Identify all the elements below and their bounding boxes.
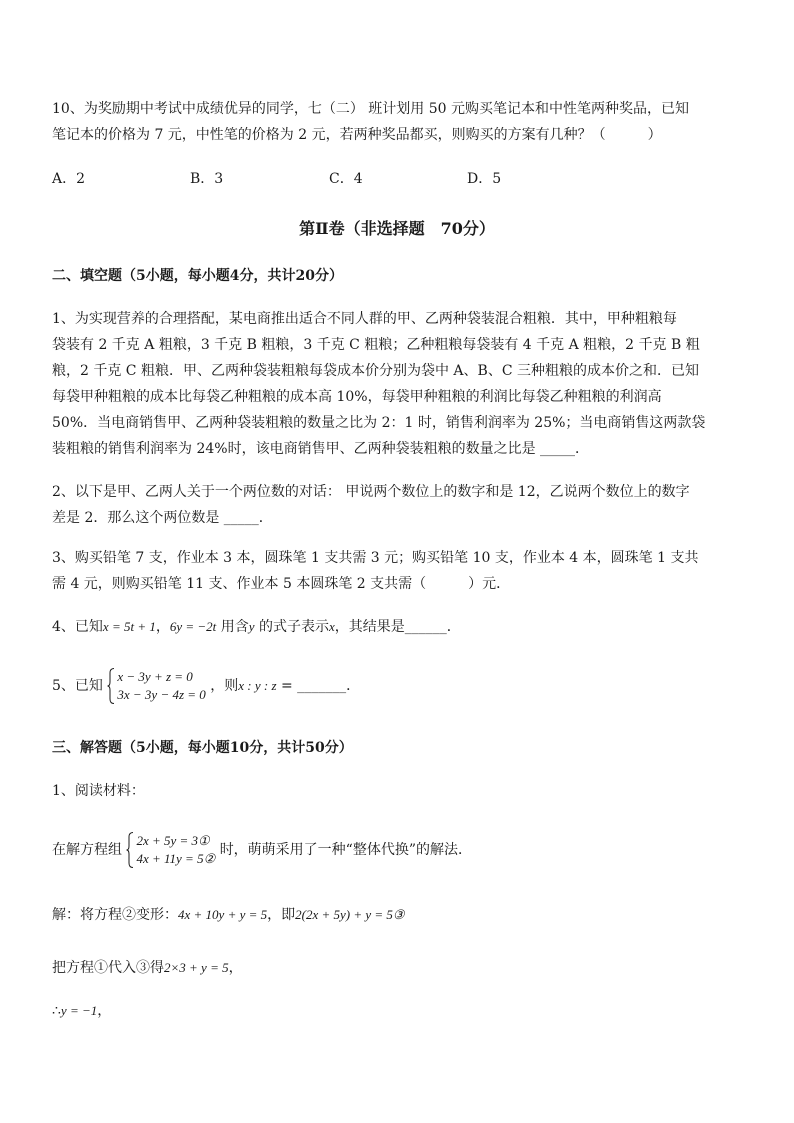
fill-q4-equation-2: 6y = −2t (169, 619, 217, 634)
substitution-prefix: 把方程①代入③得 (52, 960, 164, 976)
solve-question-1-intro: 1、阅读材料： (52, 783, 145, 799)
fill-q5-text: ，则 (210, 678, 239, 694)
left-brace-icon (107, 668, 115, 704)
solve-q1-solution-line (52, 902, 742, 928)
solve-q1-equation-row-2: 4x + 11y = 5② (136, 851, 216, 866)
solve-q1-system-line (52, 832, 742, 868)
solution-equation-1: 4x + 10y + y = 5 (178, 907, 268, 922)
fill-q5-ratio: x : y : z (238, 678, 277, 693)
fill-question-1 (52, 306, 742, 462)
fill-q4-text: 用含 (216, 619, 249, 635)
substitution-suffix: ， (228, 960, 243, 976)
section-3-heading: 三、解答题（5小题，每小题10分，共计50分） (52, 740, 353, 756)
fill-q5-equation-row-2: 3x − 3y − 4z = 0 (117, 687, 206, 702)
fill-q1-line: 每袋甲种粗粮的成本比每袋乙种粗粮的成本高 10%，每袋甲种粗粮的利润比每袋乙种粗粮的利润高 (52, 389, 662, 405)
fill-q1-line: 袋装有 2 千克 A 粗粮，3 千克 B 粗粮，3 千克 C 粗粮；乙种粗粮每袋装有 4 千克 A 粗粮，2 千克 B 粗 (52, 337, 700, 353)
fill-q4-separator: ， (155, 619, 170, 635)
solution-equation-2: 2(2x + 5y) + y = 5③ (295, 907, 405, 922)
solve-q1-equation-system (126, 832, 215, 868)
section-2-heading: 二、填空题（5小题，每小题4分，共计20分） (52, 268, 343, 284)
solve-q1-equation-row-1: 2x + 5y = 3① (136, 833, 210, 848)
fill-q1-line: 粮，2 千克 C 粗粮．甲、乙两种袋装粗粮每袋成本价分别为袋中 A、B、C 三种粗粮的成本价之和．已知 (52, 363, 699, 379)
part-2-title: 第Ⅱ卷（非选择题 70分） (299, 219, 495, 238)
question-10-options (52, 168, 612, 190)
fill-q4-var-x: x (328, 619, 335, 634)
fill-q4-prefix: 4、已知 (52, 619, 103, 635)
question-10 (52, 96, 742, 148)
option-c[interactable]: C．4 (329, 171, 363, 187)
question-10-line-1: 10、为奖励期中考试中成绩优异的同学，七（二） 班计划用 50 元购买笔记本和中性笔两种奖品，已知 (52, 101, 689, 117)
fill-q1-line: 1、为实现营养的合理搭配，某电商推出适合不同人群的甲、乙两种袋装混合粗粮．其中，甲种粗粮每 (52, 311, 677, 327)
fill-q4-var-y: y (248, 619, 255, 634)
fill-question-4 (52, 614, 742, 640)
fill-q5-prefix: 5、已知 (52, 678, 103, 694)
fill-q2-line: 2、以下是甲、乙两人关于一个两位数的对话： 甲说两个数位上的数字和是 12，乙说两个数位上的数字 (52, 484, 690, 500)
option-d[interactable]: D．5 (467, 171, 502, 187)
question-10-line-2: 笔记本的价格为 7 元，中性笔的价格为 2 元，若两种奖品都买，则购买的方案有几种？（ ） (52, 127, 662, 143)
fill-q3-line: 需 4 元，则购买铅笔 11 支、作业本 5 本圆珠笔 2 支共需（ ）元． (52, 576, 511, 592)
fill-q1-line: 50%．当电商销售甲、乙两种袋装粗粮的数量之比为 2：1 时，销售利润率为 25%；当电商销售这两款袋 (52, 415, 706, 431)
fill-q3-line: 3、购买铅笔 7 支，作业本 3 本，圆珠笔 1 支共需 3 元；购买铅笔 10 支，作业本 4 本，圆珠笔 1 支共 (52, 550, 699, 566)
solution-text: ，即 (267, 907, 296, 923)
left-brace-icon (126, 832, 134, 868)
result-suffix: ， (97, 1003, 112, 1019)
result-equation: y = −1 (60, 1003, 98, 1018)
fill-question-5 (52, 668, 742, 704)
fill-q2-line: 差是 2．那么这个两位数是 _____． (52, 510, 273, 526)
fill-q5-equation-system (107, 668, 205, 704)
solution-prefix: 解：将方程②变形： (52, 907, 178, 923)
fill-question-3 (52, 545, 742, 597)
solve-q1-substitution-line (52, 955, 742, 981)
solve-q1-system-prefix: 在解方程组 (52, 842, 122, 858)
fill-q5-suffix: = _______． (276, 678, 361, 694)
substitution-equation: 2×3 + y = 5 (164, 960, 229, 975)
fill-q4-suffix: ，其结果是______． (334, 619, 461, 635)
fill-q1-line: 装粗粮的销售利润率为 24%时，该电商销售甲、乙两种袋装粗粮的数量之比是 _____． (52, 441, 590, 457)
solve-q1-result-line (52, 998, 742, 1024)
fill-q4-equation-1: x = 5t + 1 (102, 619, 156, 634)
fill-q5-equation-row-1: x − 3y + z = 0 (117, 669, 193, 684)
option-b[interactable]: B．3 (190, 171, 224, 187)
solve-q1-system-suffix: 时，萌萌采用了一种“整体代换”的解法． (219, 842, 473, 858)
fill-q4-text: 的式子表示 (254, 619, 329, 635)
fill-question-2 (52, 479, 742, 531)
therefore-symbol: ∴ (52, 1003, 61, 1019)
option-a[interactable]: A．2 (52, 171, 86, 187)
